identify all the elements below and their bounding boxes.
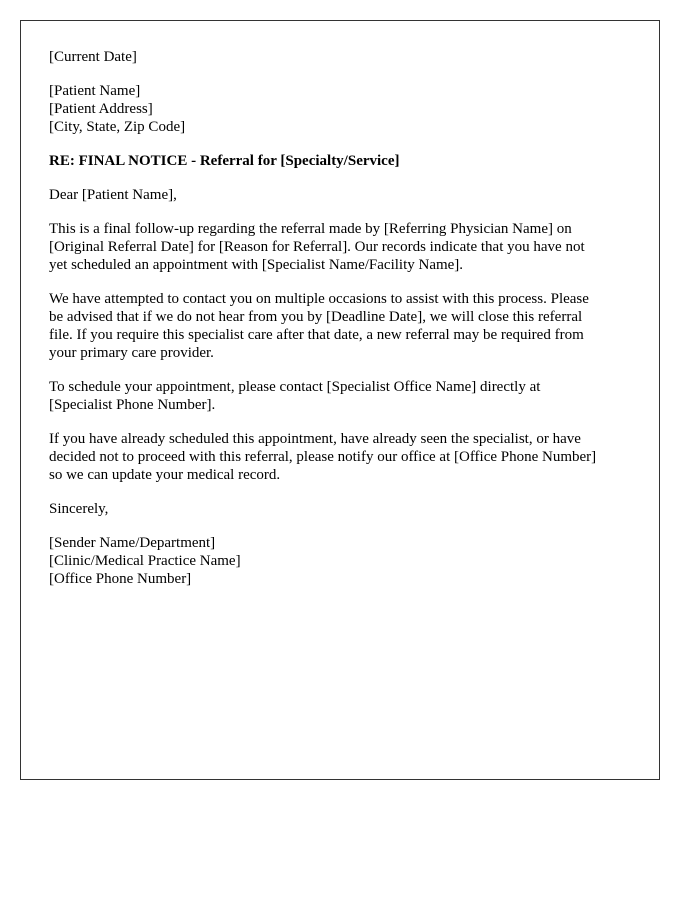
subject-line [49, 152, 649, 170]
closing [49, 500, 649, 518]
letter-body [49, 48, 649, 604]
recipient-street: [Patient Address] [49, 101, 153, 117]
subject-text: RE: FINAL NOTICE - Referral for [Specialty/Service] [49, 153, 400, 169]
salutation-text: Dear [Patient Name], [49, 187, 177, 203]
recipient-name: [Patient Name] [49, 83, 141, 99]
paragraph-line: yet scheduled an appointment with [Specialist Name/Facility Name]. [49, 257, 464, 273]
salutation [49, 186, 649, 204]
paragraph-line: so we can update your medical record. [49, 467, 281, 483]
paragraph-line: To schedule your appointment, please contact [Specialist Office Name] directly at [49, 379, 541, 395]
recipient-city: [City, State, Zip Code] [49, 119, 186, 135]
signature-block [49, 534, 649, 588]
paragraph-line: be advised that if we do not hear from you by [Deadline Date], we will close this referral [49, 309, 583, 325]
paragraph-schedule [49, 378, 649, 414]
recipient-address [49, 82, 649, 136]
paragraph-notify [49, 430, 649, 484]
office-phone: [Office Phone Number] [49, 571, 192, 587]
paragraph-line: We have attempted to contact you on multiple occasions to assist with this process. Please [49, 291, 589, 307]
paragraph-line: [Specialist Phone Number]. [49, 397, 216, 413]
paragraph-line: your primary care provider. [49, 345, 214, 361]
paragraph-follow-up [49, 220, 649, 274]
closing-text: Sincerely, [49, 501, 109, 517]
sender-name: [Sender Name/Department] [49, 535, 216, 551]
paragraph-line: file. If you require this specialist care after that date, a new referral may be required from [49, 327, 584, 343]
paragraph-line: If you have already scheduled this appointment, have already seen the specialist, or have [49, 431, 581, 447]
letter-date [49, 48, 649, 66]
clinic-name: [Clinic/Medical Practice Name] [49, 553, 241, 569]
paragraph-deadline [49, 290, 649, 362]
date-line: [Current Date] [49, 49, 137, 65]
paragraph-line: decided not to proceed with this referral, please notify our office at [Office Phone Number] [49, 449, 597, 465]
paragraph-line: This is a final follow-up regarding the referral made by [Referring Physician Name] on [49, 221, 572, 237]
paragraph-line: [Original Referral Date] for [Reason for Referral]. Our records indicate that you have not [49, 239, 585, 255]
